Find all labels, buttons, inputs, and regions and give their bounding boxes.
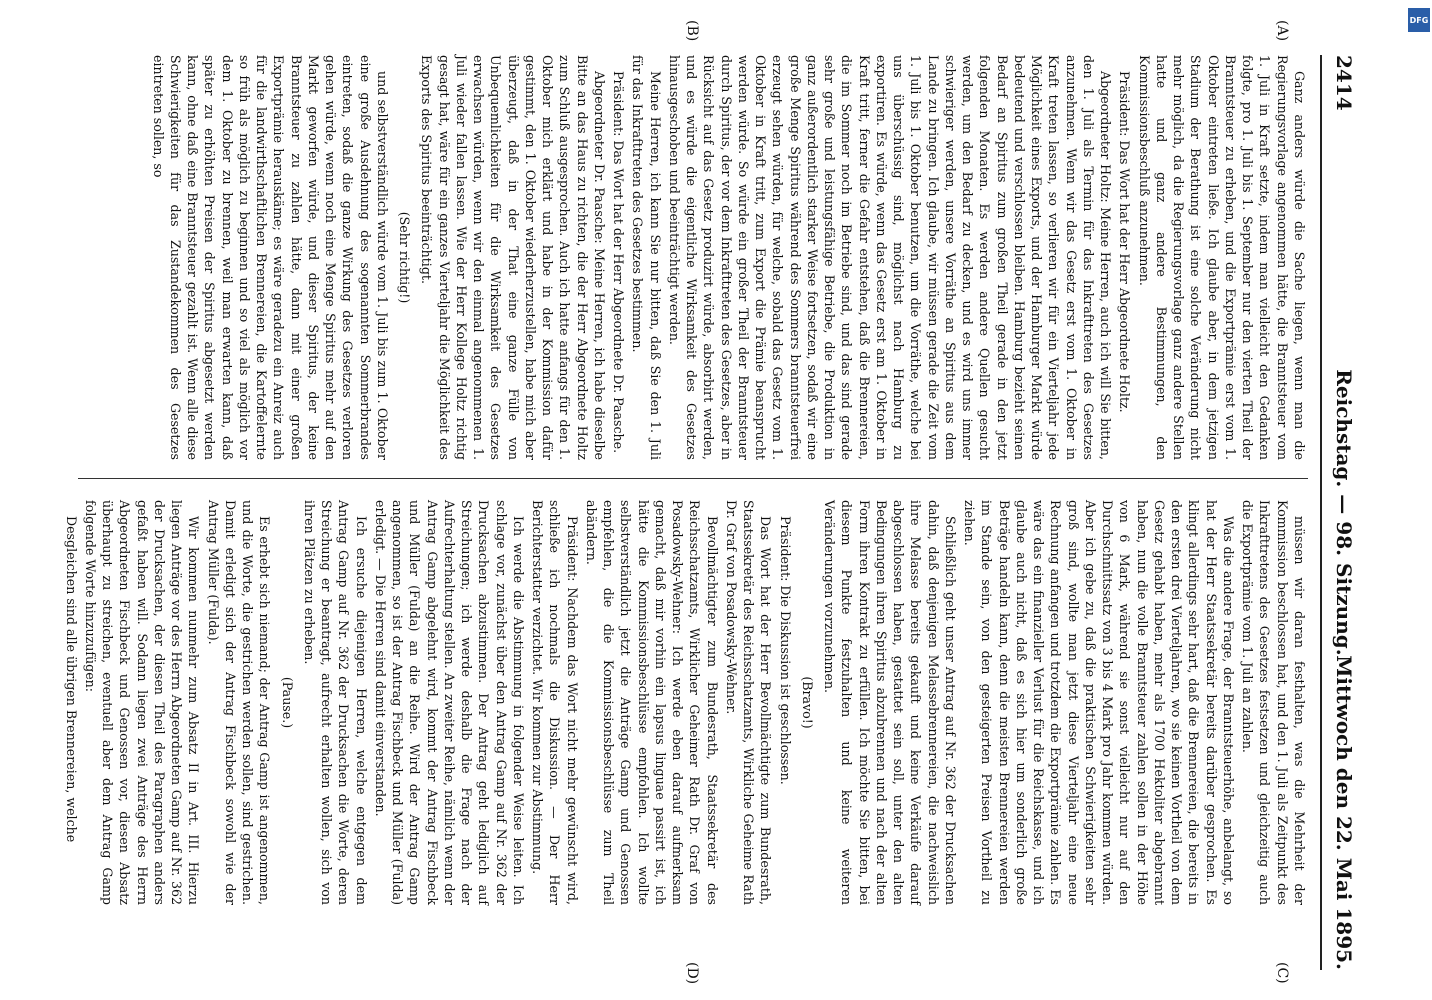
paragraph: Präsident: Die Diskussion ist geschlossen. [777,516,793,785]
paragraph: Meine Herren, ich kann Sie nur bitten, daß Sie den 1. Juli für das Inkrafttreten des Gesetzes bestimmen. [630,55,663,460]
margin-marker-d: (D) [684,962,700,985]
paragraph: Was die andere Frage, der Branntsteuerhöhe, anbelangt, so hat der Herr Staatssekretär bereits darüber gesprochen. Es klingt allerdings sehr hart, daß die Brennereien, die bereits in den ersten drei Vierteljahren, wo sie keinen Vortheil von dem Gesetz gehabt haben, mehr als 1700 Hektoliter abgebrannt haben, nun die volle Branntsteuer zahlen sollen in der Höhe von 6 Mark, während sie sonst vielleicht nur auf den Durchschnittssatz von 3 bis 4 Mark pro Jahr kommen würden. Aber ich gebe zu, daß die praktischen Schwierigkeiten sehr groß sind, wollte man jetzt diese Vierteljahr eine neue Rechnung anfangen und trotzdem die Exportprämie zahlen. Es wäre das ein finanzieller Verlust für die Reichskasse, und ich glaube auch nicht, daß es sich hier um sonderlich große Beträge handeln kann, denn die meisten Brennereien werden im Stande sein, von den gesteigerten Preisen Vortheil zu ziehen. [962,500,1236,905]
paragraph: Ich werde die Abstimmung in folgender Weise leiten. Ich schlage vor, zunächst über den Antrag Gamp auf Nr. 362 der Drucksachen abzustimmen. Der Antrag geht lediglich auf Streichungen; ich werde deshalb die Frage nach der Aufrechterhaltung stellen. An zweiter Reihe, nämlich wenn der Antrag Gamp abgelehnt wird, kommt der Antrag Fischbeck und Müller (Fulda) an die Reihe. Wird der Antrag Gamp angenommen, so ist der Antrag Fischbeck und Müller (Fulda) erledigt. — Die Herren sind damit einverstanden. [373,500,526,905]
paragraph: Präsident: Das Wort hat der Herr Abgeordnete Holtz. [1117,71,1133,413]
paragraph: Ganz anders würde die Sache liegen, wenn man die Regierungsvorlage angenommen hätte, die Branntsteuer vom 1. Juli in Kraft setzte, indem man vielleicht den Gedanken folgte, pro 1. Juli bis 1. September nur den vierten Theil der Branntsteuer zu erheben, und die Exportprämie erst vom 1. Oktober eintreten ließe. Ich glaube aber, in dem jetzigen Stadium der Berathung ist eine solche Veränderung nicht mehr möglich, da die Regierungsvorlage ganz andere Stellen hatte und ganz andere Bestimmungen, den Kommissionsbeschluß anzunehmen. [1136,55,1307,460]
session-date: Mittwoch den 22. Mai 1895. [1332,655,1356,970]
paragraph: Wir kommen nunmehr zum Absatz II in Art. III. Hierzu liegen Anträge vor des Herrn Abgeordneten Gamp auf Nr. 362 der Drucksachen, der diesen Theil des Paragraphen anders gefaßt haben will. Sodann liegen zwei Anträge des Herrn Abgeordneten Fischbeck und Genossen vor, diesen Absatz überhaupt zu streichen, eventuell aber dem Antrag Gamp folgende Worte hinzuzufügen: [83,500,202,905]
paragraph: (Pause.) [279,676,295,729]
paragraph: Abgeordneter Dr. Paasche: Meine Herren, ich habe dieselbe Bitte an das Haus zu richten, die der Herr Abgeordnete Holtz zum Schluß ausgesprochen. Auch ich hatte anfangs für den 1. Oktober mich erklärt und habe in der Kommission dafür gestimmt, den 1. Oktober wiederherzustellen, habe mich aber überzeugt, daß in der That eine ganze Fülle von Unbequemlichkeiten für die Wirksamkeit des Gesetzes erwachsen würden, wenn wir den einmal angenommenen 1. Juli wieder fallen lassen. Wie der Herr Kollege Holtz richtig gesagt hat, wäre für ein ganzes Vierteljahr die Möglichkeit des Exports des Spiritus beeinträchtigt. [419,55,607,460]
paragraph: müssen wir daran festhalten, was die Mehrheit der Kommission beschlossen hat, und den 1. Juli als Zeitpunkt des Inkrafttretens des Gesetzes festsetzen und gleichzeitig auch die Exportprämie vom 1. Juli an zahlen. [1240,500,1307,905]
column-divider [78,478,1308,479]
margin-marker-a: (A) [1274,20,1290,42]
paragraph: Desgleichen sind alle übrigen Brennereien, welche [63,516,79,843]
paragraph: (Bravo!) [800,676,815,729]
paragraph: und selbstverständlich würde vom 1. Juli bis zum 1. Oktober eine große Ausdehnung des sogenannten Sommerbrandes eintreten, sodaß die ganze Wirkung des Gesetzes verloren gehen würde, wenn noch eine Menge Spiritus mehr auf den Markt geworfen würde, und dieser Spiritus, der keine Branntsteuer zu zahlen hätte, dann mit einer großen Exportprämie herauskäme; es wäre geradezu ein Anreiz auch für die landwirthschaftlichen Brennereien, die Kartoffelernte so früh als möglich zu beginnen und so viel als möglich vor dem 1. Oktober zu brennen, weil man erwarten kann, daß später zu erhöhten Preisen der Spiritus abgesetzt werden kann, ohne daß eine Branntsteuer gezahlt ist. Wenn alle diese Schwierigkeiten für das Zustandekommen des Gesetzes eintreten sollen, so [150,55,390,460]
page-number: 2414 [1332,55,1356,111]
paragraph: Es erhebt sich niemand; der Antrag Gamp ist angenommen, und die Worte, die gestrichen werden sollen, sind gestrichen. Damit erledigt sich der Antrag Fischbeck sowohl wie der Antrag Müller (Fulda). [205,500,273,905]
dfg-logo: DFG [1408,8,1430,32]
session-title: Reichstag. — 98. Sitzung. [1332,369,1356,656]
paragraph: Abgeordneter Holtz: Meine Herren, auch ich will Sie bitten, den 1. Juli als Termin für das Inkrafttreten des Gesetzes anzunehmen. Wenn wir das Gesetz erst vom 1. Oktober in Kraft treten lassen, so verlieren wir für ein Vierteljahr jede Möglichkeit eines Exports, und der Hamburger Markt würde bedeutend und verschlossen bleiben. Hamburg bezieht seinen Bedarf an Spiritus zum großen Theil gerade in den jetzt folgenden Monaten. Es werden andere Quellen gesucht werden, um den Bedarf zu decken, und es wird uns immer schwieriger werden, unsere Vorräthe an Spiritus aus dem Lande zu bringen. Ich glaube, wir müssen gerade die Zeit vom 1. Juli bis 1. Oktober benutzen, um die Vorräthe, welche bei uns überschüssig sind, möglichst nach Hamburg zu exportiren. Es würde, wenn das Gesetz erst am 1. Oktober in Kraft tritt, ferner die Gefahr entstehen, daß die Brennereien, die im Sommer noch im Betriebe sind, und das sind gerade sehr große und leistungsfähige Betriebe, die Produktion in ganz außerordentlich starker Weise fortsetzen, sodaß wir eine große Menge Spiritus während des Sommers branntsteuerfrei erzeugt sehen würden, für welche, sobald das Gesetz vom 1. Oktober in Kraft tritt, zum Export die Prämie beansprucht werden würde. So würde ein großer Theil der Branntsteuer durch Spiritus, der vor dem Inkrafttreten des Gesetzes, aber in Rücksicht auf das Gesetz produzirt würde, absorbirt werden, und es würde die eigentliche Wirksamkeit des Gesetzes hinausgeschoben und beeinträchtigt werden. [667,55,1114,460]
paragraph: (Sehr richtig!) [397,211,413,304]
margin-marker-b: (B) [684,20,700,42]
page-header [1320,55,1362,970]
paragraph: Schließlich geht unser Antrag auf Nr. 362 der Drucksachen dahin, daß denjenigen Melassebrennereien, die nachweislich ihre Melasse bereits gekauft und keine Verkäufe darauf abgeschlossen haben, gestattet sein soll, unter den alten Bedingungen ihren Spiritus abzubrennen und nach der alten Form ihren Kontrakt zu erfüllen. Ich möchte Sie bitten, bei diesem Punkte festzuhalten und keine weiteren Veränderungen vorzunehmen. [822,500,958,905]
right-column [63,500,1308,905]
paragraph: Ich ersuche diejenigen Herren, welche entgegen dem Antrag Gamp auf Nr. 362 der Drucksachen die Worte, deren Streichung er beantragt, aufrecht erhalten wollen, sich von ihren Plätzen zu erheben. [302,500,369,905]
paragraph: Das Wort hat der Herr Bevollmächtigte zum Bundesrath, Staatssekretär des Reichsschatzamts, Wirkliche Geheime Rath Dr. Graf von Posadowsky-Wehner. [724,500,774,905]
paragraph: Präsident: Nachdem das Wort nicht mehr gewünscht wird, schließe ich nochmals die Diskussion. — Der Herr Berichterstatter verzichtet. Wir kommen zur Abstimmung. [530,500,580,905]
left-column [78,55,1308,460]
paragraph: Bevollmächtigter zum Bundesrath, Staatssekretär des Reichsschatzamts, Wirklicher Geheimer Rath Dr. Graf von Posadowsky-Wehner: Ich werde eben darauf aufmerksam gemacht, daß mir vorhin ein lapsus linguae passirt ist, ich hätte die Kommissionsbeschlüsse empfohlen. Ich wollte selbstverständlich jetzt die Anträge Gamp und Genossen empfehlen, die die Kommissionsbeschlüsse zum Theil abändern. [584,500,720,905]
paragraph: Präsident: Das Wort hat der Herr Abgeordnete Dr. Paasche. [611,71,627,454]
margin-marker-c: (C) [1274,962,1290,984]
